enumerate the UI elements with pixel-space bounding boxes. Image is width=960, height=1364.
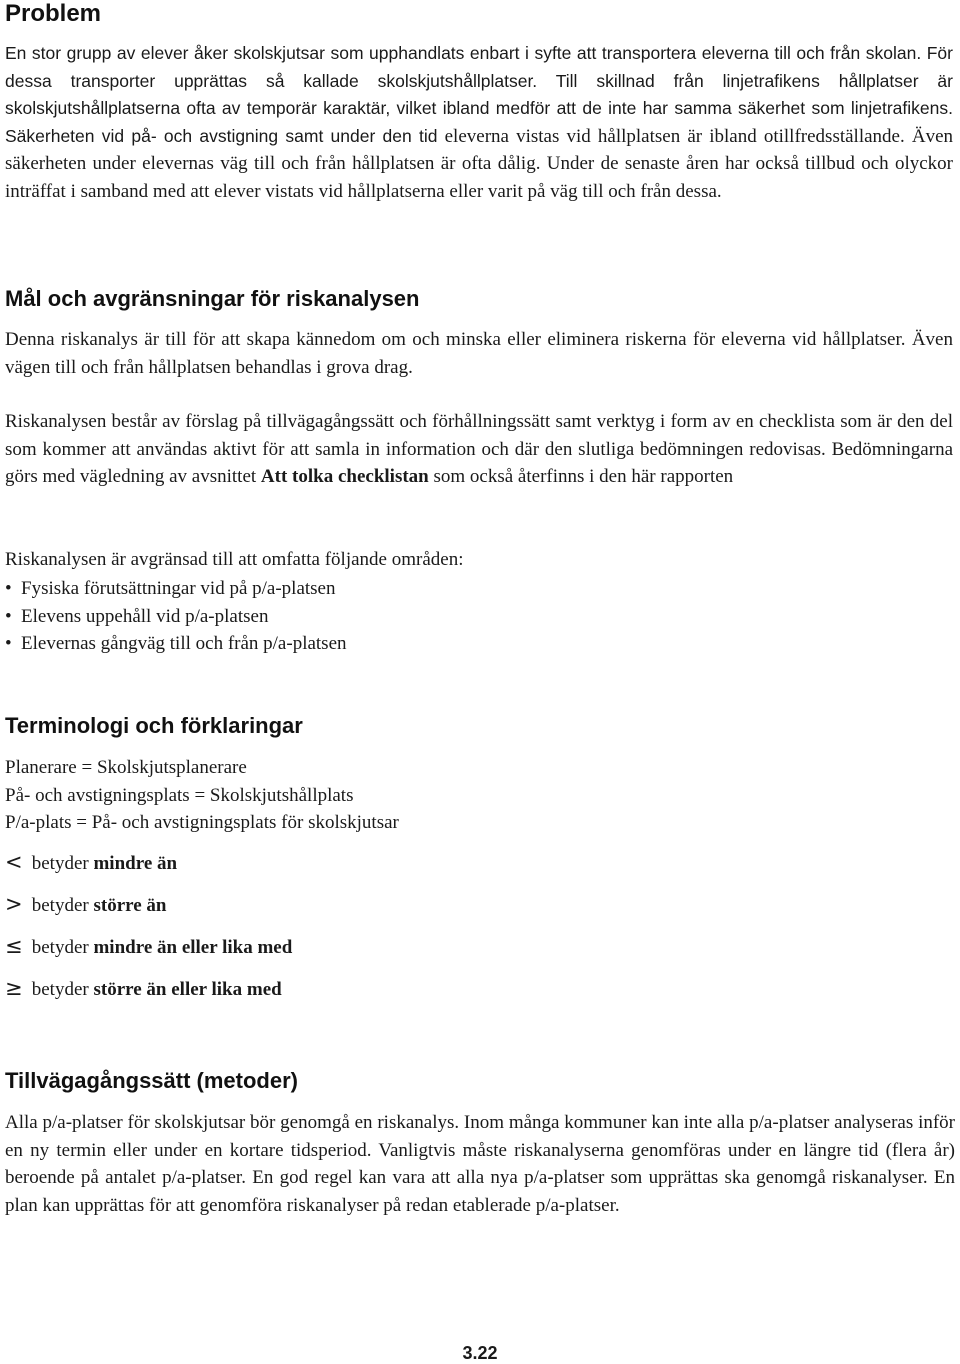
greater-or-equal-icon: ≥ (5, 976, 23, 1000)
section-heading-goals: Mål och avgränsningar för riskanalysen (5, 286, 420, 311)
bullet-icon: • (5, 605, 12, 627)
bullet-icon: • (5, 578, 12, 599)
goals-paragraph-2-end: som också återfinns i den här rapporten (428, 466, 734, 487)
goals-paragraph-1: Denna riskanalys är till för att skapa kännedom om och minska eller eliminera riskerna för eleverna vid hållplatser. Även vägen till och från hållplatsen behandlas i grova drag. (5, 329, 953, 378)
list-item: • Elevernas gångväg till och från p/a-platsen (5, 630, 953, 658)
greater-than-icon: > (5, 892, 23, 916)
goals-paragraph-2-start: Riskanalysen består av förslag på tillvägagångssätt och förhållningssätt samt verktyg i form av en checklista som är den del som kommer att användas aktivt för att samla in information och där den slutliga bedömningen redovisas. Bedömningarna görs med vägledning av avsnittet (5, 411, 953, 487)
less-or-equal-icon: ≤ (5, 934, 23, 958)
problem-text-serif: eleverna vistas vid hållplatsen är ibland otillfredsställande. Även säkerheten under elevernas väg till och från hållplatsen är ofta dålig. Under de senaste åren har också tillbud och olyckor inträffat i samband med att elever vistats vid hållplatserna eller varit på väg till och från dessa. (5, 125, 954, 202)
symbol-row: ≤ betyder mindre än eller lika med (5, 926, 953, 968)
scope-list (5, 575, 953, 658)
checklist-reference: Att tolka checklistan (260, 466, 429, 487)
definitions (5, 754, 953, 837)
symbol-definitions (5, 842, 953, 1010)
bullet-icon: • (5, 633, 12, 654)
definition-line: På- och avstigningsplats = Skolskjutshållplats (5, 784, 354, 806)
page-number: 3.22 (462, 1343, 498, 1363)
section-heading-methods: Tillvägagångssätt (metoder) (5, 1068, 298, 1093)
section-heading-terms: Terminologi och förklaringar (5, 713, 303, 738)
less-than-icon: < (5, 850, 23, 874)
definition-line: Planerare = Skolskjutsplanerare (5, 757, 247, 778)
symbol-row: < betyder mindre än (5, 842, 953, 884)
problem-paragraph (5, 40, 953, 205)
scope-intro: Riskanalysen är avgränsad till att omfatta följande områden: (5, 549, 464, 570)
list-item: • Fysiska förutsättningar vid på p/a-platsen (5, 575, 953, 603)
problem-text-sans: En stor grupp av elever åker skolskjutsar som upphandlats enbart i syfte att transportera eleverna till och från skolan. För dessa transporter upprättas så kallade skolskjutshållplatser. Till skillnad från linjetrafikens hållplatser är skolskjutshållplatserna ofta av temporär karaktär, vilket ibland medför att de inte har samma säkerhet som linjetrafikens. Säkerheten vid på- och avstigning samt under den tid (5, 43, 953, 146)
section-heading-problem: Problem (5, 0, 102, 27)
symbol-row: > betyder större än (5, 884, 953, 926)
goals-paragraph-2 (5, 408, 953, 491)
symbol-row: ≥ betyder större än eller lika med (5, 968, 953, 1010)
definition-line: P/a-plats = På- och avstigningsplats för skolskjutsar (5, 812, 399, 833)
list-item: • Elevens uppehåll vid p/a-platsen (5, 603, 953, 631)
methods-paragraph: Alla p/a-platser för skolskjutsar bör genomgå en riskanalys. Inom många kommuner kan inte alla p/a-platser analyseras inför en ny termin eller under en kortare tidsperiod. Vanligtvis måste riskanalyserna genomföras under en längre tid (flera år) beroende på antalet p/a-platser. En god regel kan vara att alla nya p/a-platser som upprättas ska genomgå riskanalyser. En plan kan upprättas för att genomföra riskanalyser på redan etablerade p/a-platser. (5, 1112, 955, 1216)
